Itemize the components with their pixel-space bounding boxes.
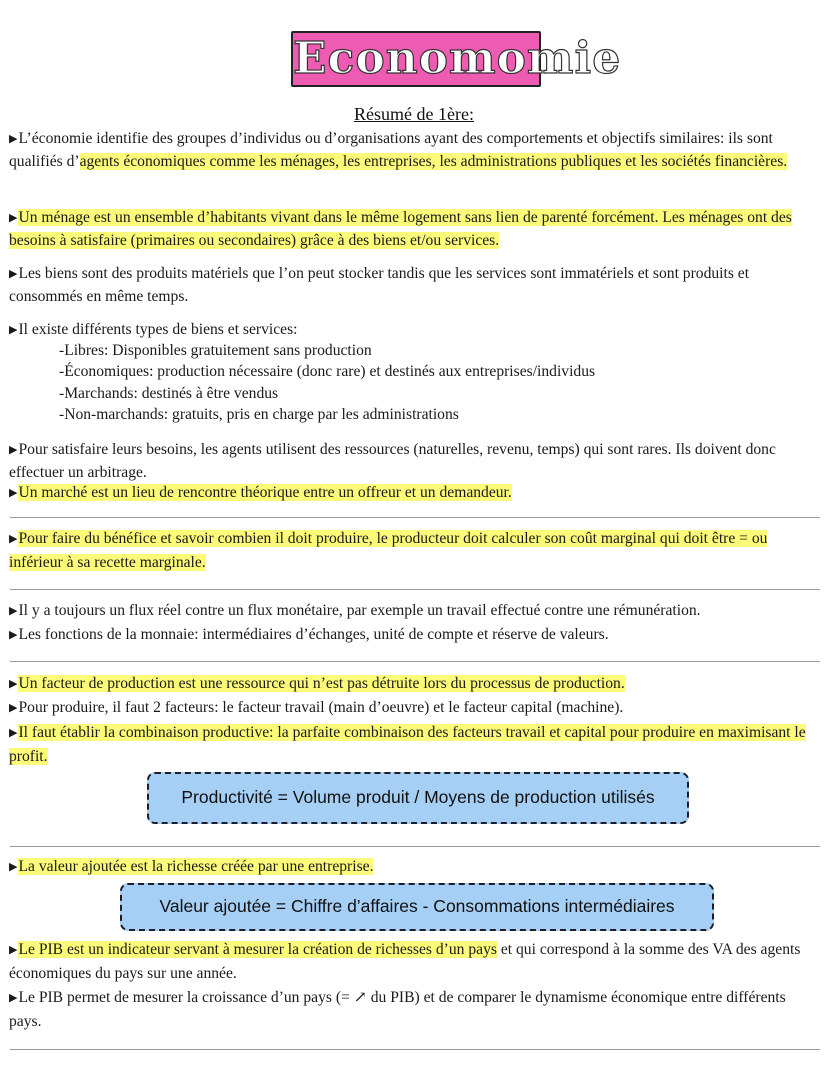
paragraph-marche: [9, 482, 814, 505]
subtitle: Résumé de 1ère:: [354, 104, 474, 124]
divider: [10, 661, 820, 662]
bullet-triangle-icon: ▶: [9, 487, 18, 499]
bullet-triangle-icon: ▶: [9, 605, 18, 617]
formula-valeur-ajoutee: Valeur ajoutée = Chiffre d’affaires - Consommations intermédiaires: [120, 883, 714, 931]
paragraph-menage: [9, 207, 814, 252]
highlight-facteur-production: Un facteur de production est une ressource qui n’est pas détruite lors du processus de production.: [18, 675, 625, 692]
paragraph-facteur-production: [9, 673, 814, 696]
types-biens-list: [59, 340, 595, 426]
page-title: Economomie: [293, 33, 622, 84]
paragraph-deux-facteurs: [9, 697, 814, 720]
highlight-marche: Un marché est un lieu de rencontre théorique entre un offreur et un demandeur.: [18, 484, 512, 501]
divider: [10, 517, 820, 518]
bullet-triangle-icon: ▶: [9, 133, 18, 145]
text-types-intro: Il existe différents types de biens et services:: [18, 321, 298, 338]
highlight-combinaison: Il faut établir la combinaison productive: la parfaite combinaison des facteurs travail et capital pour produire en maximisant le profit.: [9, 724, 806, 765]
highlight-pib: Le PIB est un indicateur servant à mesurer la création de richesses d’un pays: [18, 941, 497, 958]
highlight-menage: Un ménage est un ensemble d’habitants vivant dans le même logement sans lien de parenté forcément. Les ménages ont des besoins à satisfaire (primaires ou secondaires) grâce à des biens et/ou services.: [9, 209, 792, 249]
bullet-triangle-icon: ▶: [9, 629, 18, 641]
title-banner: [291, 31, 622, 87]
paragraph-combinaison: [9, 721, 814, 769]
text-flux: Il y a toujours un flux réel contre un flux monétaire, par exemple un travail effectué contre une rémunération.: [18, 602, 701, 619]
formula-productivite: Productivité = Volume produit / Moyens de production utilisés: [147, 772, 689, 824]
paragraph-pib: [9, 938, 814, 986]
text-deux-facteurs: Pour produire, il faut 2 facteurs: le facteur travail (main d’oeuvre) et le facteur capital (machine).: [18, 699, 624, 716]
paragraph-agents-economiques: [9, 128, 814, 173]
paragraph-ressources: [9, 439, 814, 484]
list-item: -Libres: Disponibles gratuitement sans production: [59, 342, 372, 359]
divider: [10, 1049, 820, 1050]
bullet-triangle-icon: ▶: [9, 992, 18, 1004]
bullet-triangle-icon: ▶: [9, 533, 18, 545]
bullet-triangle-icon: ▶: [9, 444, 18, 456]
text-pib-somme: et qui correspond à la somme des VA des agents économiques du pays sur une année.: [9, 941, 801, 982]
bullet-triangle-icon: ▶: [9, 702, 18, 714]
text-agents-intro: L’économie identifie des groupes d’individus ou d’organisations ayant des comportements et objectifs similaires: ils sont qualifiés d’: [9, 130, 773, 170]
list-item: -Non-marchands: gratuits, pris en charge par les administrations: [59, 406, 459, 424]
bullet-triangle-icon: ▶: [9, 212, 18, 224]
paragraph-monnaie: [9, 624, 814, 647]
text-croissance: Le PIB permet de mesurer la croissance d’un pays (= ↗ du PIB) et de comparer le dynamisme économique entre différents pays.: [9, 989, 786, 1030]
bullet-triangle-icon: ▶: [9, 678, 18, 690]
bullet-triangle-icon: ▶: [9, 861, 18, 873]
text-ressources: Pour satisfaire leurs besoins, les agents utilisent des ressources (naturelles, revenu, temps) qui sont rares. Ils doivent donc effectuer un arbitrage.: [9, 441, 776, 481]
highlight-agents: agents économiques comme les ménages, les entreprises, les administrations publiques et les sociétés financières.: [79, 152, 788, 170]
divider: [10, 846, 820, 847]
text-monnaie: Les fonctions de la monnaie: intermédiaires d’échanges, unité de compte et réserve de valeurs.: [18, 626, 609, 643]
list-item: -Marchands: destinés à être vendus: [59, 384, 279, 402]
bullet-triangle-icon: ▶: [9, 324, 18, 336]
paragraph-flux: [9, 600, 814, 623]
paragraph-croissance: [9, 986, 814, 1034]
highlight-valeur-ajoutee: La valeur ajoutée est la richesse créée par une entreprise.: [18, 858, 374, 875]
bullet-triangle-icon: ▶: [9, 944, 18, 956]
paragraph-valeur-ajoutee: [9, 856, 814, 879]
text-biens-services: Les biens sont des produits matériels que l’on peut stocker tandis que les services sont immatériels et sont produits et consommés en même temps.: [9, 265, 750, 305]
paragraph-biens-services: [9, 263, 814, 308]
divider: [10, 589, 820, 590]
list-item: -Économiques: production nécessaire (donc rare) et destinés aux entreprises/individus: [59, 363, 596, 381]
paragraph-cout-marginal: [9, 527, 814, 575]
paragraph-types-biens: [9, 319, 814, 342]
bullet-triangle-icon: ▶: [9, 268, 18, 280]
highlight-cout-marginal: Pour faire du bénéfice et savoir combien il doit produire, le producteur doit calculer son coût marginal qui doit être = ou inférieur à sa recette marginale.: [9, 530, 768, 571]
bullet-triangle-icon: ▶: [9, 727, 18, 739]
